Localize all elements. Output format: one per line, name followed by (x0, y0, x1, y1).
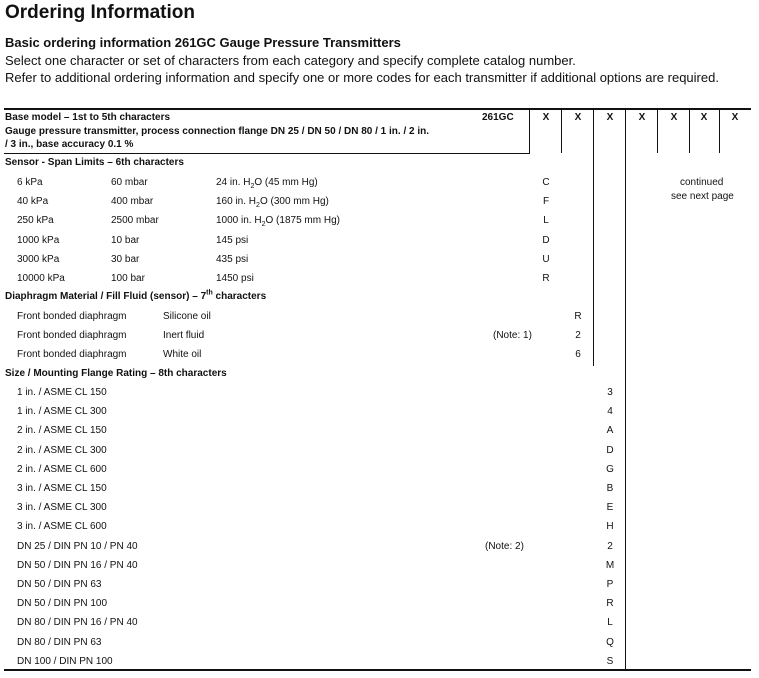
flange-rating: DN 50 / DIN PN 16 / PN 40 (17, 559, 138, 571)
sensor-code: F (542, 196, 550, 208)
sensor-span-kpa: 1000 kPa (17, 234, 60, 246)
diaphragm-material: Front bonded diaphragm (17, 349, 127, 361)
flange-code: 2 (607, 540, 613, 552)
diaphragm-note: (Note: 1) (493, 330, 532, 342)
diaphragm-heading-text: Diaphragm Material / Fill Fluid (sensor) – 7 (5, 291, 207, 302)
sensor-span-kpa: 250 kPa (17, 215, 54, 227)
flange-code: E (606, 502, 614, 514)
flange-rating: DN 80 / DIN PN 16 / PN 40 (17, 617, 138, 629)
diaphragm-code: 2 (575, 330, 581, 342)
diaphragm-material: Front bonded diaphragm (17, 311, 127, 322)
sensor-span-kpa: 3000 kPa (17, 253, 60, 265)
fill-fluid: Silicone oil (163, 311, 211, 322)
flange-code: L (607, 617, 613, 629)
sensor-span-mbar: 10 bar (111, 234, 140, 246)
sensor-span-inch-text: 160 in. H (216, 196, 257, 208)
sensor-span-inch-text: 435 psi (216, 253, 249, 265)
sensor-span-inch-subscript: 2 (261, 221, 266, 229)
sensor-code: D (542, 234, 550, 246)
continued-note: continued (680, 177, 724, 188)
x-mark: X (638, 112, 646, 123)
sensor-span-inch (216, 215, 340, 229)
sensor-span-kpa: 10000 kPa (17, 273, 65, 284)
column-11-rule (719, 109, 720, 153)
base-model-description-1: Gauge pressure transmitter, process connection flange DN 25 / DN 50 / DN 80 / 1 in. / 2 in. (5, 126, 430, 137)
intro-line-1: Select one character or set of characters from each category and specify complete catalog number. (5, 53, 576, 68)
see-next-page-note: see next page (671, 191, 734, 202)
sensor-span-inch-text: 24 in. H (216, 177, 251, 188)
flange-rating: DN 50 / DIN PN 63 (17, 579, 102, 590)
column-6-rule (561, 109, 562, 153)
column-7-rule (593, 109, 594, 366)
sensor-span-kpa: 6 kPa (17, 177, 43, 188)
sensor-span-inch-suffix: O (300 mm Hg) (259, 196, 329, 208)
sensor-span-inch (216, 177, 318, 188)
diaphragm-material: Front bonded diaphragm (17, 330, 127, 342)
diaphragm-code: R (574, 311, 582, 322)
sensor-span-inch-text: 1000 in. H (216, 215, 262, 227)
page-title: Ordering Information (5, 2, 195, 23)
flange-rating: DN 25 / DIN PN 10 / PN 40 (17, 540, 138, 552)
flange-code: A (606, 425, 614, 437)
sensor-heading: Sensor - Span Limits – 6th characters (5, 157, 184, 168)
x-mark: X (731, 112, 739, 123)
intro-line-2: Refer to additional ordering information and specify one or more codes for each transmitter if additional options are required. (5, 70, 719, 85)
diaphragm-heading-sup: th (206, 289, 213, 297)
flange-rating: 2 in. / ASME CL 150 (17, 425, 107, 437)
sensor-span-mbar: 30 bar (111, 253, 140, 265)
flange-code: Q (606, 636, 614, 648)
flange-code: M (605, 559, 615, 571)
x-mark: X (606, 112, 614, 123)
sensor-span-mbar: 400 mbar (111, 196, 154, 208)
sensor-span-inch-text: 145 psi (216, 234, 249, 246)
flange-code: H (606, 521, 614, 533)
diaphragm-heading (5, 291, 266, 302)
base-model-heading: Base model – 1st to 5th characters (5, 112, 171, 123)
base-model-code: 261GC (482, 112, 514, 123)
x-mark: X (574, 112, 582, 123)
sensor-span-mbar: 60 mbar (111, 177, 148, 188)
sensor-code: L (543, 215, 549, 227)
flange-code: B (606, 483, 614, 494)
column-9-rule (657, 109, 658, 153)
flange-heading: Size / Mounting Flange Rating – 8th characters (5, 368, 227, 379)
flange-rating: DN 80 / DIN PN 63 (17, 636, 102, 648)
base-model-bottom-rule (4, 153, 530, 154)
flange-code: S (606, 655, 614, 667)
flange-rating: 1 in. / ASME CL 150 (17, 387, 107, 398)
sensor-code: R (542, 273, 550, 284)
diaphragm-code: 6 (575, 349, 581, 361)
sensor-span-inch-suffix: O (1875 mm Hg) (265, 215, 340, 227)
sensor-span-mbar: 2500 mbar (111, 215, 159, 227)
flange-rating: 3 in. / ASME CL 600 (17, 521, 107, 533)
flange-rating: DN 50 / DIN PN 100 (17, 598, 108, 610)
base-model-description-2: / 3 in., base accuracy 0.1 % (5, 139, 134, 150)
sensor-span-inch-subscript: 2 (256, 202, 260, 210)
fill-fluid: White oil (163, 349, 202, 361)
flange-rating: 1 in. / ASME CL 300 (17, 406, 107, 418)
flange-rating: 3 in. / ASME CL 150 (17, 483, 107, 494)
sensor-code: C (542, 177, 550, 188)
flange-code: G (606, 463, 614, 475)
column-8-rule (625, 109, 626, 670)
flange-code: 4 (607, 406, 613, 418)
sensor-span-inch (216, 254, 248, 265)
x-mark: X (700, 112, 708, 123)
flange-note: (Note: 2) (485, 540, 524, 552)
flange-code: R (606, 598, 614, 610)
fill-fluid: Inert fluid (163, 330, 205, 342)
sensor-code: U (542, 253, 550, 265)
flange-code: 3 (607, 387, 613, 398)
sensor-span-inch (216, 196, 329, 210)
flange-rating: 2 in. / ASME CL 600 (17, 463, 107, 475)
sensor-span-inch (216, 235, 248, 246)
base-model-right-rule (529, 109, 530, 154)
flange-rating: 3 in. / ASME CL 300 (17, 502, 107, 514)
table-top-rule (4, 108, 751, 110)
table-bottom-rule (4, 669, 751, 671)
section-subtitle: Basic ordering information 261GC Gauge Pressure Transmitters (5, 35, 401, 50)
flange-rating: 2 in. / ASME CL 300 (17, 444, 107, 456)
x-mark: X (542, 112, 550, 123)
diaphragm-heading-suffix: characters (212, 291, 267, 302)
sensor-span-inch-suffix: O (45 mm Hg) (254, 177, 318, 188)
flange-rating: DN 100 / DIN PN 100 (17, 655, 113, 667)
flange-code: D (606, 444, 614, 456)
sensor-span-inch-subscript: 2 (250, 183, 255, 190)
sensor-span-mbar: 100 bar (111, 273, 145, 284)
x-mark: X (670, 112, 678, 123)
sensor-span-inch-text: 1450 psi (216, 273, 254, 284)
sensor-span-kpa: 40 kPa (17, 196, 49, 208)
column-10-rule (689, 109, 690, 153)
sensor-span-inch (216, 273, 254, 284)
flange-code: P (606, 579, 614, 590)
